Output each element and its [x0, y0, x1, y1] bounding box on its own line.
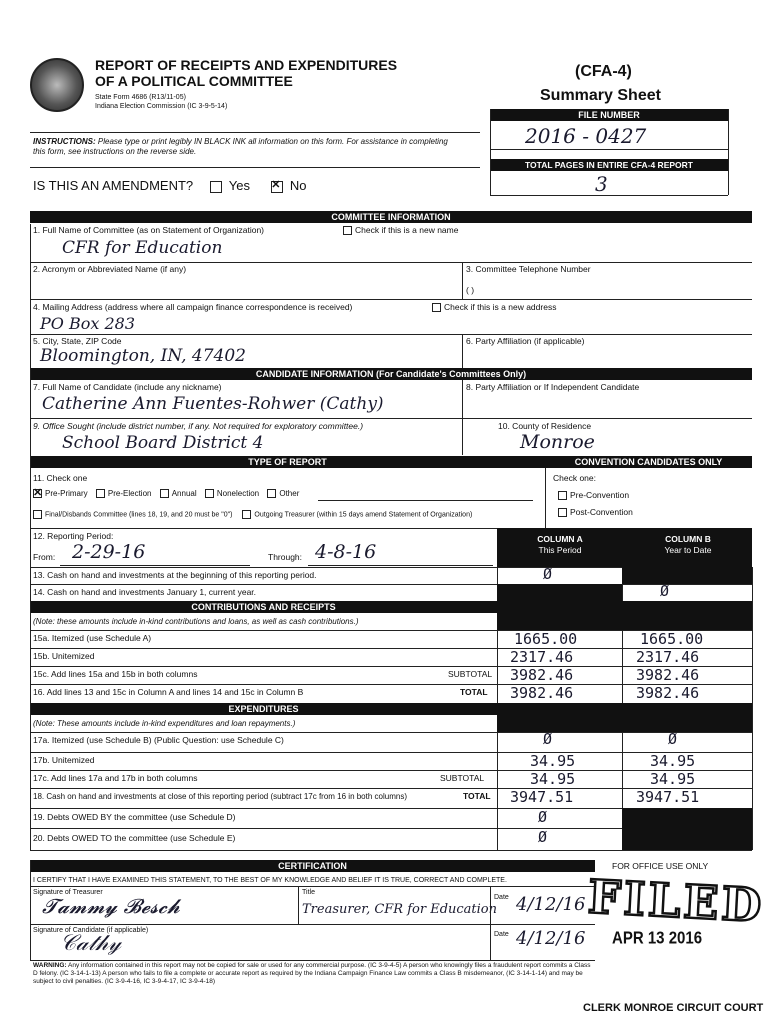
line-17b-col-a: 34.95	[530, 752, 576, 770]
candidate-info-bar: CANDIDATE INFORMATION (For Candidate's Committees Only)	[30, 368, 752, 380]
candidate-name-label: 7. Full Name of Candidate (include any nickname)	[33, 382, 222, 392]
amendment-question: IS THIS AN AMENDMENT?	[33, 178, 194, 193]
committee-name-label: 1. Full Name of Committee (as on Statement of Organization)	[33, 225, 265, 235]
line-15b-label: 15b. Unitemized	[33, 651, 95, 661]
instructions	[33, 137, 453, 157]
line-17c-col-a: 34.95	[530, 770, 576, 788]
title-label: Title	[302, 889, 315, 896]
summary-sheet-label: Summary Sheet	[540, 87, 661, 104]
final-label: Final/Disbands Committee (lines 18, 19, and 20 must be "0")	[45, 511, 233, 519]
committee-name-value: CFR for Education	[62, 238, 223, 258]
line-17a-col-b: Ø	[668, 730, 678, 748]
line-15c-subtotal: SUBTOTAL	[448, 669, 493, 679]
line-20-col-a: Ø	[538, 828, 548, 846]
file-number-value: 2016 - 0427	[525, 124, 647, 148]
annual-label: Annual	[171, 489, 197, 498]
line-16-label: 16. Add lines 13 and 15c in Column A and lines 14 and 15c in Column B	[33, 687, 304, 697]
column-b-header	[628, 534, 748, 556]
filed-stamp: FILED	[586, 869, 766, 933]
line-16-total: TOTAL	[460, 687, 488, 697]
stamp-date: APR 13 2016	[612, 928, 703, 949]
pre-convention-label: Pre-Convention	[570, 490, 630, 500]
form-number: State Form 4686 (R13/11-05)	[95, 94, 186, 101]
line-14-col-b: Ø	[660, 582, 670, 600]
office-sought-label: 9. Office Sought (include district number, if any. Not required for exploratory committee.)	[33, 421, 364, 431]
instructions-lead: INSTRUCTIONS:	[33, 137, 96, 146]
new-name-checkbox[interactable]	[343, 226, 352, 235]
exp-bar-ext	[497, 703, 752, 715]
preprimary-checkbox[interactable]	[33, 489, 42, 498]
line-16-col-b: 3982.46	[636, 684, 700, 702]
through-label: Through:	[268, 552, 303, 562]
line-17c-col-b: 34.95	[650, 770, 696, 788]
line-13-label: 13. Cash on hand and investments at the beginning of this reporting period.	[33, 570, 317, 580]
line-17b-col-b: 34.95	[650, 752, 696, 770]
pre-convention-checkbox[interactable]	[558, 491, 567, 500]
column-a-header	[500, 534, 620, 556]
file-number-bar: FILE NUMBER	[490, 109, 728, 121]
line-17a-label: 17a. Itemized (use Schedule B) (Public Question: use Schedule C)	[33, 735, 284, 745]
line-18-total: TOTAL	[463, 791, 491, 801]
convention-check-label: Check one:	[553, 473, 596, 483]
line-17c-label: 17c. Add lines 17a and 17b in both columns	[33, 773, 198, 783]
commission-name: Indiana Election Commission (IC 3-9-5-14)	[95, 103, 228, 110]
expenditures-note: (Note: These amounts include in-kind expenditures and loan repayments.)	[33, 719, 296, 728]
other-label: Other	[279, 489, 300, 498]
nonelection-label: Nonelection	[216, 489, 260, 498]
amendment-row	[33, 178, 307, 193]
certify-statement: I CERTIFY THAT I HAVE EXAMINED THIS STATEMENT, TO THE BEST OF MY KNOWLEDGE AND BELIEF IT IS TRUE, CORRECT AND COMPLETE.	[33, 877, 507, 884]
city-label: 5. City, State, ZIP Code	[33, 336, 122, 346]
phone-paren: ( )	[466, 285, 475, 295]
column-a-title: COLUMN A	[537, 534, 583, 544]
from-label: From:	[33, 552, 56, 562]
preelection-checkbox[interactable]	[96, 489, 105, 498]
line-15c-col-b: 3982.46	[636, 666, 700, 684]
column-b-sub: Year to Date	[664, 545, 712, 555]
line-19-col-b-shade	[622, 808, 752, 850]
line-20-label: 20. Debts OWED TO the committee (use Schedule E)	[33, 833, 236, 843]
amendment-no-label: No	[289, 178, 307, 193]
type-of-report-bar: TYPE OF REPORT	[30, 456, 545, 468]
phone-label: 3. Committee Telephone Number	[466, 264, 591, 274]
treasurer-signature: 𝓣𝓪𝓶𝓶𝔂 𝓑𝓮𝓼𝓬𝓱	[42, 894, 180, 918]
convention-bar: CONVENTION CANDIDATES ONLY	[545, 456, 752, 468]
outgoing-treasurer-label: Outgoing Treasurer (within 15 days amend Statement of Organization)	[254, 511, 473, 519]
final-checkbox[interactable]	[33, 510, 42, 519]
certification-bar: CERTIFICATION	[30, 860, 595, 872]
annual-checkbox[interactable]	[160, 489, 169, 498]
acronym-label: 2. Acronym or Abbreviated Name (if any)	[33, 264, 187, 274]
new-address-check	[432, 302, 556, 313]
expenditures-bar: EXPENDITURES	[30, 703, 497, 715]
date-value-2: 4/12/16	[516, 928, 586, 949]
line-15a-label: 15a. Itemized (use Schedule A)	[33, 633, 152, 643]
mailing-address-value: PO Box 283	[40, 314, 136, 333]
candidate-name-value: Catherine Ann Fuentes-Rohwer (Cathy)	[42, 394, 384, 414]
treasurer-signature-label: Signature of Treasurer	[33, 889, 103, 896]
contributions-bar: CONTRIBUTIONS AND RECEIPTS	[30, 601, 497, 613]
line-19-label: 19. Debts OWED BY the committee (use Schedule D)	[33, 812, 236, 822]
new-address-label: Check if this is a new address	[444, 302, 557, 312]
contrib-bar-ext	[497, 601, 752, 613]
preprimary-label: Pre-Primary	[45, 489, 88, 498]
column-a-sub: This Period	[538, 545, 582, 555]
preelection-label: Pre-Election	[107, 489, 152, 498]
report-type-options-2	[33, 510, 472, 519]
amendment-yes-checkbox[interactable]	[210, 181, 222, 193]
contributions-note: (Note: these amounts include in-kind contributions and loans, as well as cash contributions.)	[33, 617, 359, 626]
line-15c-label: 15c. Add lines 15a and 15b in both columns	[33, 669, 198, 679]
amendment-yes-label: Yes	[228, 178, 250, 193]
title-value: Treasurer, CFR for Education	[302, 902, 497, 917]
contrib-note-shade	[497, 613, 752, 630]
report-type-options	[33, 489, 299, 499]
line-15a-col-b: 1665.00	[640, 630, 704, 648]
line-17b-label: 17b. Unitemized	[33, 755, 95, 765]
stamp-clerk: CLERK MONROE CIRCUIT COURT	[583, 1002, 764, 1014]
line-15a-col-a: 1665.00	[514, 630, 578, 648]
column-b-title: COLUMN B	[665, 534, 711, 544]
line-19-col-a: Ø	[538, 808, 548, 826]
office-use-label: FOR OFFICE USE ONLY	[612, 861, 709, 871]
post-convention-checkbox[interactable]	[558, 508, 567, 517]
total-pages-value: 3	[595, 172, 608, 196]
from-value: 2-29-16	[72, 541, 146, 563]
line-15b-col-b: 2317.46	[636, 648, 700, 666]
form-title-line1: REPORT OF RECEIPTS AND EXPENDITURES	[95, 57, 398, 73]
form-title	[95, 57, 397, 89]
line-13-col-b-shade	[622, 567, 752, 584]
amendment-no-checkbox[interactable]	[271, 181, 283, 193]
line-17c-subtotal: SUBTOTAL	[440, 773, 485, 783]
post-convention	[558, 507, 633, 518]
line-15b-col-a: 2317.46	[510, 648, 574, 666]
date-label-2: Date	[494, 931, 509, 938]
county-label: 10. County of Residence	[498, 421, 592, 431]
mailing-address-label: 4. Mailing Address (address where all campaign finance correspondence is received)	[33, 302, 353, 312]
line-17a-col-a: Ø	[543, 730, 553, 748]
party-label: 6. Party Affiliation (if applicable)	[466, 336, 585, 346]
county-value: Monroe	[520, 431, 595, 453]
total-pages-bar: TOTAL PAGES IN ENTIRE CFA-4 REPORT	[490, 159, 728, 171]
line-16-col-a: 3982.46	[510, 684, 574, 702]
warning-text	[33, 962, 593, 986]
date-label-1: Date	[494, 894, 509, 901]
city-value: Bloomington, IN, 47402	[40, 346, 247, 366]
new-name-check	[343, 225, 458, 236]
candidate-party-label: 8. Party Affiliation or If Independent Candidate	[466, 382, 640, 392]
post-convention-label: Post-Convention	[570, 507, 633, 517]
check-one-label: 11. Check one	[33, 473, 88, 483]
form-title-line2: OF A POLITICAL COMMITTEE	[95, 73, 293, 89]
candidate-signature-label: Signature of Candidate (if applicable)	[33, 927, 149, 934]
line-15c-col-a: 3982.46	[510, 666, 574, 684]
other-checkbox[interactable]	[267, 489, 276, 498]
candidate-signature: 𝒞𝒶𝓉𝒽𝓎	[60, 931, 122, 956]
line-14-col-a-shade	[497, 584, 622, 601]
line-18-col-b: 3947.51	[636, 788, 700, 806]
date-value-1: 4/12/16	[516, 894, 586, 915]
line-18-label: 18. Cash on hand and investments at close of this reporting period (subtract 17c from 16 in both columns)	[33, 792, 407, 801]
cfa-label: (CFA-4)	[575, 63, 632, 80]
outgoing-treasurer-checkbox[interactable]	[242, 510, 251, 519]
new-name-label: Check if this is a new name	[355, 225, 459, 235]
office-sought-value: School Board District 4	[62, 433, 264, 453]
line-18-col-a: 3947.51	[510, 788, 574, 806]
pre-convention	[558, 490, 629, 501]
through-value: 4-8-16	[315, 541, 377, 563]
exp-note-shade	[497, 715, 752, 732]
line-13-col-a: Ø	[543, 565, 553, 583]
committee-info-bar: COMMITTEE INFORMATION	[30, 211, 752, 223]
warning-body: Any information contained in this report may not be copied for sale or used for any commercial purpose. (IC 3-9-4-5) A person who knowingly files a fraudulent report commits a Class D felony. (IC 3-14-1-13) A person who fails to file a complete or accurate report as required by the Indiana Campaign Finance Law commits a Class B misdemeanor, (IC 3-14-1-14) and may be subject to civil penalties. (IC 3-9-4-16, IC 3-9-4-17, IC 3-9-4-18)	[33, 962, 591, 985]
nonelection-checkbox[interactable]	[205, 489, 214, 498]
state-seal	[30, 58, 84, 112]
reporting-period-label: 12. Reporting Period:	[33, 531, 114, 541]
line-14-label: 14. Cash on hand and investments January 1, current year.	[33, 587, 257, 597]
warning-lead: WARNING:	[33, 962, 67, 969]
new-address-checkbox[interactable]	[432, 303, 441, 312]
instructions-text: Please type or print legibly IN BLACK INK all information on this form. For assistance in completing this form, see instructions on the reverse side.	[33, 137, 448, 156]
